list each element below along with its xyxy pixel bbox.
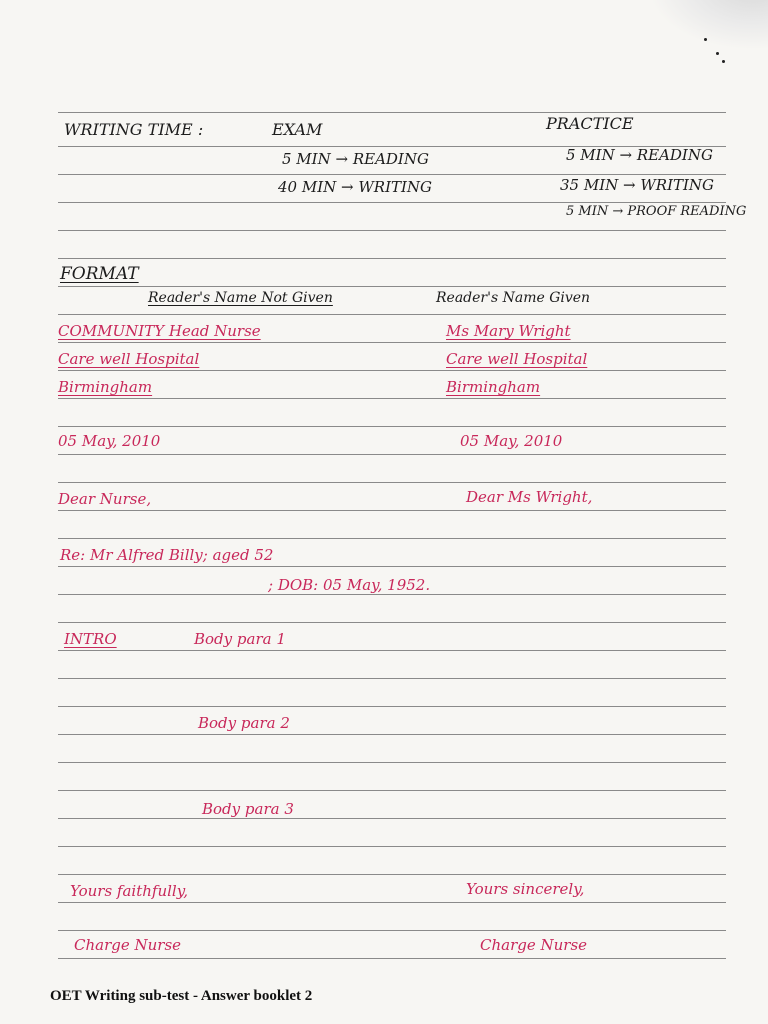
recipient-city: Birmingham: [58, 378, 153, 396]
ruled-line: [58, 112, 726, 113]
recipient-name: Ms Mary Wright: [446, 322, 571, 340]
letter-date: 05 May, 2010: [58, 432, 161, 450]
salutation: Dear Nurse,: [58, 490, 152, 508]
ruled-line: [58, 594, 726, 595]
exam-writing-time: 40 MIN → WRITING: [278, 178, 433, 196]
ruled-line: [58, 706, 726, 707]
ruled-line: [58, 678, 726, 679]
ruled-line: [58, 202, 726, 203]
column-heading-name-not-given: Reader's Name Not Given: [148, 290, 333, 306]
body-para-2: Body para 2: [198, 714, 290, 732]
exam-reading-time: 5 MIN → READING: [282, 150, 429, 168]
ink-dot: [722, 60, 725, 63]
recipient-hospital: Care well Hospital: [58, 350, 200, 368]
practice-writing-time: 35 MIN → WRITING: [560, 176, 715, 194]
ruled-line: [58, 874, 726, 875]
ruled-line: [58, 342, 726, 343]
ruled-line: [58, 790, 726, 791]
practice-reading-time: 5 MIN → READING: [566, 146, 713, 164]
signatory: Charge Nurse: [480, 936, 588, 954]
ruled-line: [58, 370, 726, 371]
booklet-footer: OET Writing sub-test - Answer booklet 2: [50, 988, 313, 1004]
practice-proof-reading-time: 5 MIN → PROOF READING: [566, 204, 747, 219]
closing: Yours faithfully,: [70, 882, 188, 900]
ink-dot: [704, 38, 707, 41]
ink-dot: [716, 52, 719, 55]
ruled-line: [58, 762, 726, 763]
ruled-line: [58, 622, 726, 623]
ruled-line: [58, 510, 726, 511]
ruled-line: [58, 314, 726, 315]
body-para-1: Body para 1: [194, 630, 286, 648]
column-heading-name-given: Reader's Name Given: [436, 290, 591, 306]
ruled-line: [58, 930, 726, 931]
ruled-line: [58, 258, 726, 259]
re-dob-line: ; DOB: 05 May, 1952.: [268, 576, 431, 594]
ruled-line: [58, 398, 726, 399]
ruled-line: [58, 958, 726, 959]
ruled-line: [58, 286, 726, 287]
intro-label: INTRO: [64, 630, 117, 648]
exam-label: EXAM: [272, 120, 323, 139]
ruled-line: [58, 230, 726, 231]
ruled-line: [58, 902, 726, 903]
ruled-line: [58, 426, 726, 427]
ruled-line: [58, 538, 726, 539]
writing-time-heading: WRITING TIME :: [64, 120, 204, 139]
recipient-hospital: Care well Hospital: [446, 350, 588, 368]
practice-label: PRACTICE: [546, 114, 634, 133]
re-line: Re: Mr Alfred Billy; aged 52: [60, 546, 274, 564]
ruled-line: [58, 482, 726, 483]
recipient-title: COMMUNITY Head Nurse: [58, 322, 261, 340]
salutation: Dear Ms Wright,: [466, 488, 593, 506]
ruled-line: [58, 174, 726, 175]
format-heading: FORMAT: [60, 264, 139, 284]
ruled-line: [58, 846, 726, 847]
page-corner-shadow: [648, 0, 768, 50]
closing: Yours sincerely,: [466, 880, 585, 898]
recipient-city: Birmingham: [446, 378, 541, 396]
letter-date: 05 May, 2010: [460, 432, 563, 450]
ruled-line: [58, 818, 726, 819]
ruled-line: [58, 650, 726, 651]
ruled-line: [58, 566, 726, 567]
ruled-line: [58, 734, 726, 735]
ruled-line: [58, 454, 726, 455]
signatory: Charge Nurse: [74, 936, 182, 954]
body-para-3: Body para 3: [202, 800, 294, 818]
